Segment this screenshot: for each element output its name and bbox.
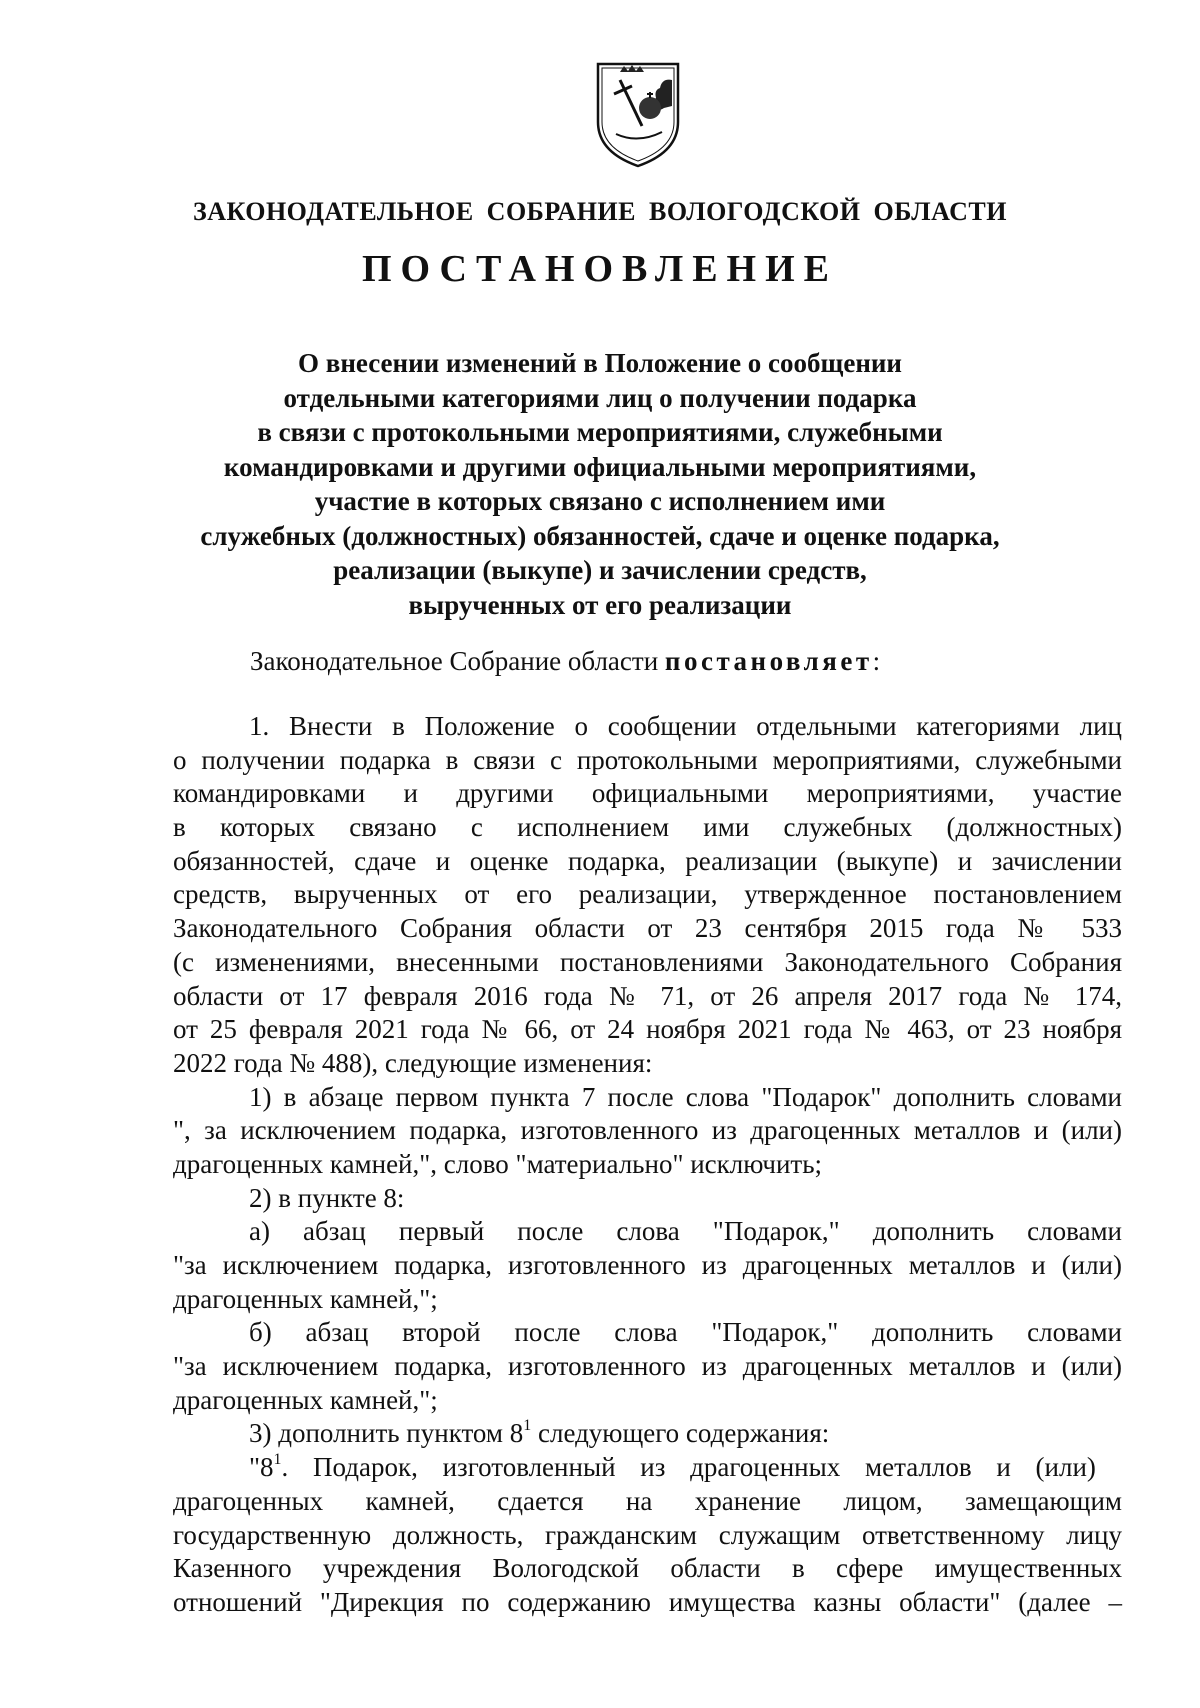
body-line: 1) в абзаце первом пункта 7 после слова "Подарок" дополнить словами <box>249 1081 1122 1112</box>
organization-name: ЗАКОНОДАТЕЛЬНОЕ СОБРАНИЕ ВОЛОГОДСКОЙ ОБЛАСТИ <box>193 197 1007 226</box>
body-line: 2022 года № 488), следующие изменения: <box>173 1047 653 1078</box>
body-line-text: 3) дополнить пунктом 8 <box>249 1418 524 1449</box>
body-line: (с изменениями, внесенными постановлениями Законодательного Собрания <box>173 946 1122 977</box>
body-line: средств, вырученных от его реализации, утвержденное постановлением <box>173 879 1122 910</box>
body-line-text: следующего содержания: <box>531 1418 830 1449</box>
body-line: драгоценных камней, сдается на хранение лицом, замещающим <box>173 1485 1122 1516</box>
body-line-text: . Подарок, изготовленный из драгоценных металлов и (или) <box>281 1452 1096 1483</box>
body-line: драгоценных камней,"; <box>173 1384 438 1415</box>
body-line: области от 17 февраля 2016 года № 71, от 26 апреля 2017 года № 174, <box>173 980 1122 1011</box>
body-line: драгоценных камней,", слово "материально" исключить; <box>173 1148 823 1179</box>
title-line: участие в которых связано с исполнением ими <box>314 486 886 516</box>
body-line: "за исключением подарка, изготовленного из драгоценных металлов и (или) <box>173 1351 1122 1382</box>
body-line <box>173 1451 1122 1485</box>
body-line: б) абзац второй после слова "Подарок," дополнить словами <box>249 1317 1122 1348</box>
body-line: драгоценных камней,"; <box>173 1283 438 1314</box>
preamble-colon: : <box>872 646 881 676</box>
document-title <box>150 346 1050 622</box>
preamble-verb: постановляет <box>664 646 873 676</box>
body-line: "за исключением подарка, изготовленного из драгоценных металлов и (или) <box>173 1250 1122 1280</box>
body-line: в которых связано с исполнением ими служебных (должностных) <box>173 812 1122 843</box>
body-line: ", за исключением подарка, изготовленного из драгоценных металлов и (или) <box>173 1115 1122 1146</box>
title-line: О внесении изменений в Положение о сообщении <box>298 348 902 378</box>
body-line: обязанностей, сдаче и оценке подарка, реализации (выкупе) и зачислении <box>173 845 1122 876</box>
body-line: государственную должность, гражданским служащим ответственному лицу <box>173 1519 1122 1550</box>
body-line-text: "8 <box>249 1452 274 1483</box>
body-line: 1. Внести в Положение о сообщении отдельными категориями лиц <box>249 711 1122 741</box>
title-line: вырученных от его реализации <box>408 589 792 620</box>
body-line: отношений "Дирекция по содержанию имущества казны области" (далее – <box>173 1586 1122 1617</box>
document-type: ПОСТАНОВЛЕНИЕ <box>361 248 839 290</box>
preamble <box>250 644 880 678</box>
superscript: 1 <box>523 1417 532 1435</box>
body-line: 2) в пункте 8: <box>249 1182 405 1213</box>
coat-of-arms-icon <box>592 60 684 170</box>
title-line: в связи с протокольными мероприятиями, служебными <box>257 417 943 447</box>
body-line: а) абзац первый после слова "Подарок," дополнить словами <box>249 1216 1122 1247</box>
superscript: 1 <box>273 1451 282 1469</box>
title-line: командировками и другими официальными мероприятиями, <box>223 451 977 482</box>
body-line <box>173 1417 1122 1451</box>
body-line: командировками и другими официальными мероприятиями, участие <box>173 778 1122 809</box>
body-line: о получении подарка в связи с протокольными мероприятиями, служебными <box>173 744 1122 775</box>
body-line: Казенного учреждения Вологодской области в сфере имущественных <box>173 1553 1122 1584</box>
body-line: от 25 февраля 2021 года № 66, от 24 ноября 2021 года № 463, от 23 ноября <box>173 1014 1122 1045</box>
document-body <box>173 710 1122 1620</box>
title-line: служебных (должностных) обязанностей, сдаче и оценке подарка, <box>200 520 1000 551</box>
preamble-text: Законодательное Собрание области <box>250 646 665 676</box>
title-line: отдельными категориями лиц о получении подарка <box>283 382 917 413</box>
title-line: реализации (выкупе) и зачислении средств, <box>333 555 867 585</box>
body-line: Законодательного Собрания области от 23 сентября 2015 года № 533 <box>173 913 1122 944</box>
